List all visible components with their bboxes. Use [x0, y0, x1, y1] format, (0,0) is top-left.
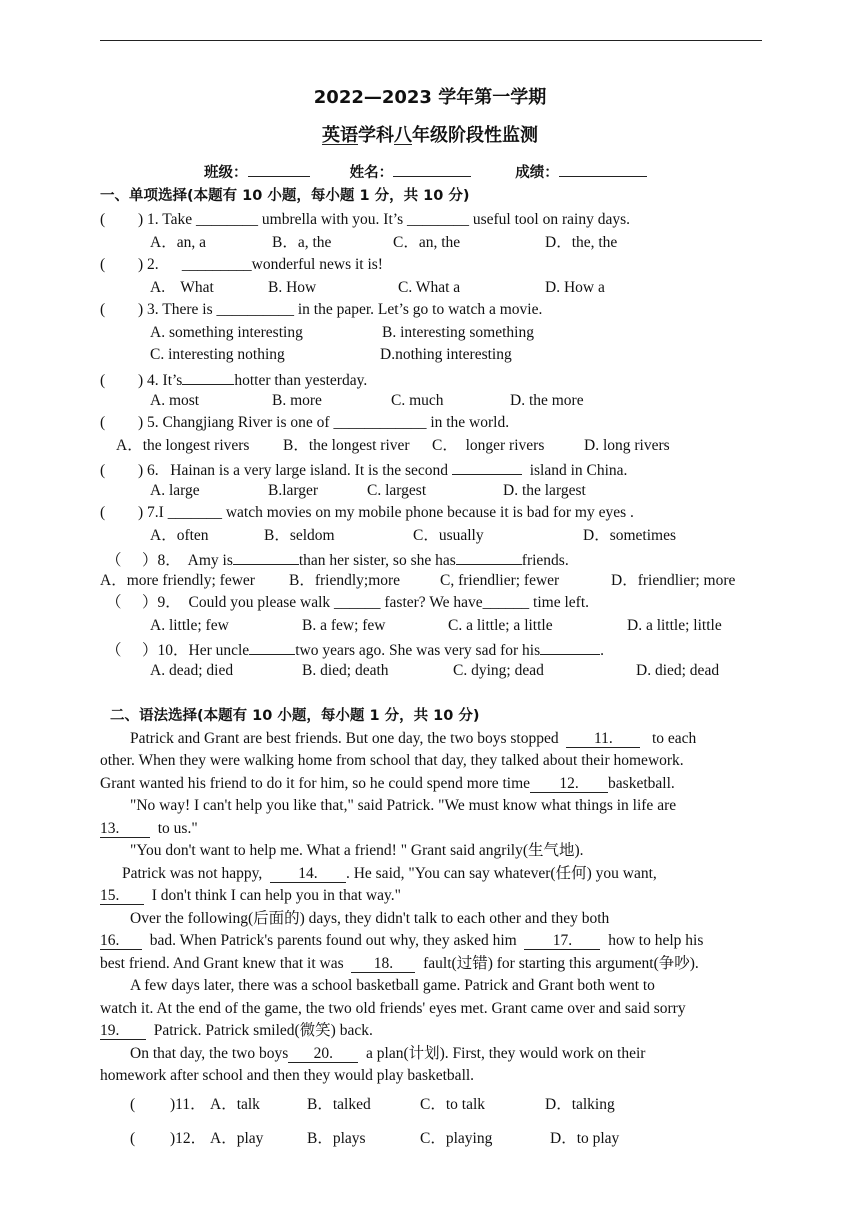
- q2-option-d: D. How a: [545, 279, 605, 296]
- q4-option-d: D. the more: [510, 392, 584, 409]
- q2-option-c: C. What a: [398, 279, 461, 296]
- passage-line-14: 19. Patrick. Patrick smiled(微笑) back.: [100, 1022, 373, 1039]
- q3-option-c: C. interesting nothing: [150, 346, 285, 363]
- q7-option-d: D．sometimes: [583, 527, 676, 544]
- q3-stem: ( ) 3. There is __________ in the paper. Let’s go to watch a movie.: [100, 301, 543, 318]
- q9-option-b: B. a few; few: [302, 617, 386, 634]
- q3-option-a: A. something interesting: [150, 324, 303, 341]
- q10-stem: （ ）10．Her uncle two years ago. She was very sad for his .: [106, 638, 604, 661]
- passage-line-10: 16. bad. When Patrick's parents found out why, they asked him 17. how to help his: [100, 932, 704, 949]
- passage-line-11: best friend. And Grant knew that it was 18. fault(过错) for starting this argument(争吵).: [100, 955, 699, 972]
- q5-option-a: A．the longest rivers: [116, 437, 250, 454]
- q11-option-b: B．talked: [307, 1096, 371, 1113]
- q4-option-c: C. much: [391, 392, 444, 409]
- passage-line-6: "You don't want to help me. What a friend! " Grant said angrily(生气地).: [130, 842, 584, 859]
- q11-option-c: C．to talk: [420, 1096, 486, 1113]
- q9-option-d: D. a little; little: [627, 617, 722, 634]
- q10-option-b: B. died; death: [302, 662, 389, 679]
- passage-line-8: 15. I don't think I can help you in that way.": [100, 887, 401, 904]
- q6-option-d: D. the largest: [503, 482, 586, 499]
- score-field[interactable]: [559, 160, 647, 177]
- header-rule: [100, 40, 762, 41]
- passage-line-4: "No way! I can't help you like that," said Patrick. "We must know what things in life are: [130, 797, 677, 814]
- class-label: 班级：: [204, 165, 248, 181]
- passage-line-15: On that day, the two boys 20. a plan(计划). First, they would work on their: [130, 1045, 646, 1062]
- q4-option-b: B. more: [272, 392, 322, 409]
- q7-option-a: A．often: [150, 527, 209, 544]
- q12-option-a: A．play: [210, 1130, 264, 1147]
- q10-option-c: C. dying; dead: [453, 662, 544, 679]
- q1-option-d: D．the, the: [545, 234, 618, 251]
- q7-option-c: C．usually: [413, 527, 484, 544]
- name-label: 姓名：: [349, 165, 394, 181]
- q1-option-c: C．an, the: [393, 234, 461, 251]
- q6-option-a: A. large: [150, 482, 200, 499]
- q7-stem: ( ) 7.I _______ watch movies on my mobile phone because it is bad for my eyes .: [100, 504, 634, 521]
- q12-option-d: D．to play: [550, 1130, 620, 1147]
- q5-stem: ( ) 5. Changjiang River is one of ____________ in the world.: [100, 414, 510, 431]
- q6-option-b: B.larger: [268, 482, 319, 499]
- q6-stem: ( ) 6. Hainan is a very large island. It is the second island in China.: [100, 458, 627, 481]
- exam-subtitle: 英语学科八年级阶段性监测: [322, 125, 538, 146]
- q9-option-c: C. a little; a little: [448, 617, 553, 634]
- q12-stem: ( )12．: [130, 1130, 207, 1147]
- q5-option-c: C． longer rivers: [432, 437, 545, 454]
- q1-option-b: B．a, the: [272, 234, 332, 251]
- q6-option-c: C. largest: [367, 482, 427, 499]
- exam-title: 2022—2023 学年第一学期: [313, 87, 547, 108]
- passage-line-13: watch it. At the end of the game, the two old friends' eyes met. Grant came over and said sorry: [100, 1000, 686, 1017]
- q1-option-a: A．an, a: [150, 234, 206, 251]
- q5-option-d: D. long rivers: [584, 437, 670, 454]
- q8-option-a: A．more friendly; fewer: [100, 572, 255, 589]
- q9-stem: （ ）9． Could you please walk ______ faster? We have______ time left.: [106, 594, 590, 611]
- q5-option-b: B．the longest river: [283, 437, 410, 454]
- q3-option-d: D.nothing interesting: [380, 346, 512, 363]
- q9-option-a: A. little; few: [150, 617, 229, 634]
- q3-option-b: B. interesting something: [382, 324, 534, 341]
- q2-option-b: B. How: [268, 279, 317, 296]
- passage-line-7: Patrick was not happy, 14. . He said, "You can say whatever(任何) you want,: [122, 865, 657, 882]
- name-field[interactable]: [393, 160, 471, 177]
- section1-heading: 一、单项选择(本题有 10 小题，每小题 1 分，共 10 分): [100, 188, 470, 204]
- q11-option-a: A．talk: [210, 1096, 260, 1113]
- q2-stem: ( ) 2. _________wonderful news it is!: [100, 256, 383, 273]
- passage-line-12: A few days later, there was a school basketball game. Patrick and Grant both went to: [130, 977, 655, 994]
- passage-line-9: Over the following(后面的) days, they didn't talk to each other and they both: [130, 910, 610, 927]
- q1-stem: ( ) 1. Take ________ umbrella with you. It’s ________ useful tool on rainy days.: [100, 211, 630, 228]
- q4-option-a: A. most: [150, 392, 200, 409]
- q10-option-d: D. died; dead: [636, 662, 720, 679]
- q4-stem: ( ) 4. It’s hotter than yesterday.: [100, 368, 367, 391]
- q8-option-b: B．friendly;more: [289, 572, 401, 589]
- passage-line-5: 13. to us.": [100, 820, 198, 837]
- q12-option-c: C．playing: [420, 1130, 493, 1147]
- q8-option-d: D．friendlier; more: [611, 572, 736, 589]
- passage-line-2: other. When they were walking home from school that day, they talked about their homework.: [100, 752, 684, 769]
- section2-heading: 二、语法选择(本题有 10 小题，每小题 1 分，共 10 分): [110, 708, 480, 724]
- passage-line-1: Patrick and Grant are best friends. But one day, the two boys stopped 11. to each: [130, 730, 697, 747]
- q7-option-b: B．seldom: [264, 527, 335, 544]
- class-field[interactable]: [248, 160, 310, 177]
- q2-option-a: A. What: [150, 279, 214, 296]
- q10-option-a: A. dead; died: [150, 662, 234, 679]
- q8-stem: （ ）8． Amy is than her sister, so she has friends.: [106, 548, 569, 571]
- passage-line-16: homework after school and then they would play basketball.: [100, 1067, 475, 1084]
- q12-option-b: B．plays: [307, 1130, 366, 1147]
- q11-stem: ( )11．: [130, 1096, 206, 1113]
- student-info-row: [204, 160, 647, 183]
- q11-option-d: D．talking: [545, 1096, 615, 1113]
- score-label: 成绩：: [515, 165, 559, 181]
- passage-line-3: Grant wanted his friend to do it for him, so he could spend more time 12. basketball.: [100, 775, 675, 792]
- q8-option-c: C, friendlier; fewer: [440, 572, 560, 589]
